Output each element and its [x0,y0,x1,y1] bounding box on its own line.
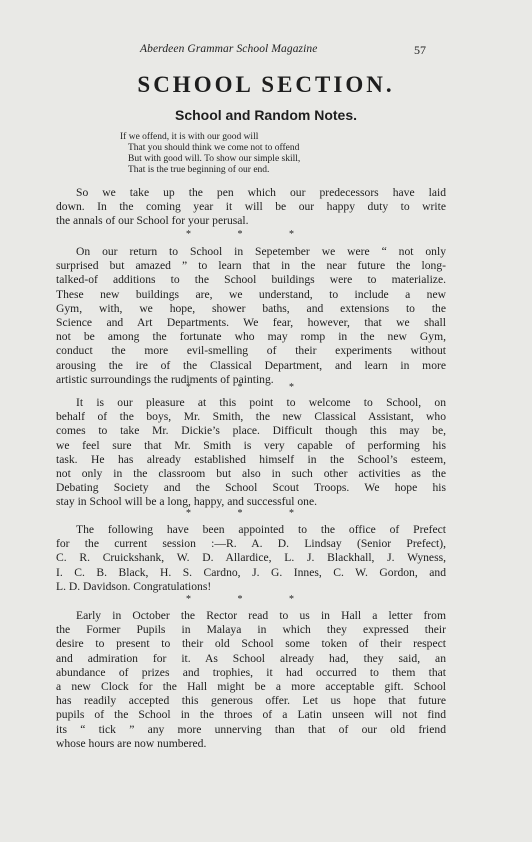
epigraph-line: That is the true beginning of our end. [128,165,270,175]
page-number: 57 [414,43,426,57]
paragraph-clock-gift [56,609,446,751]
text-line: a new Clock for the Hall might be a more acceptable gift. School [56,680,446,694]
text-line: abundance of prizes and trophies, it had occurred to them that [56,665,446,679]
text-line: comes to take Mr. Dickie’s place. Difficult though this may be, [56,424,446,438]
text-line: task. He has already established himself in the School’s esteem, [56,452,446,466]
text-line: we feel sure that Mr. Smith is very capable of performing his [56,438,446,452]
epigraph-line: But with good will. To show our simple skill, [128,154,301,164]
text-line: the annals of our School for your perusal. [56,214,249,228]
text-line: its “ tick ” any more unnerving than that of our old friend [56,722,446,736]
text-line: desire to present to their old School some token of their respect [56,637,446,651]
text-line: The following have been appointed to the office of Prefect [76,523,446,536]
section-separator: * * * [186,594,316,605]
text-line: surprised but amazed ” to learn that in the near future the long- [56,259,446,273]
running-title: Aberdeen Grammar School Magazine [140,43,318,55]
text-line: down. In the coming year it will be our happy duty to write [56,200,446,214]
text-line: behalf of the boys, Mr. Smith, the new Classical Assistant, who [56,410,446,424]
paragraph-intro [56,186,446,229]
text-line: These new buildings are, we understand, to include a new [56,287,446,301]
text-line: So we take up the pen which our predecessors have laid [76,186,446,199]
paragraph-new-master [56,396,446,510]
paragraph-prefects [56,523,446,594]
epigraph [120,132,300,176]
section-title: SCHOOL SECTION. [137,72,395,97]
text-line: for the current session :—R. A. D. Lindsay (Senior Prefect), [56,537,446,551]
text-line: the Former Pupils in Malaya in which they expressed their [56,623,446,637]
text-line: has readily accepted this generous offer. Let us hope that future [56,694,446,708]
text-line: Science and Art Departments. We fear, however, that we shall [56,316,446,330]
text-line: stay in School will be a long, happy, and successful one. [56,495,318,509]
text-line: On our return to School in Sepetember we were “ not only [76,245,446,258]
text-line: L. D. Davidson. Congratulations! [56,579,212,593]
section-separator: * * * [186,229,316,240]
epigraph-line: That you should think we come not to offend [128,143,300,153]
text-line: conduct the more evil-smelling of their experiments without [56,344,446,358]
text-line: Early in October the Rector read to us in Hall a letter from [76,609,446,622]
paragraph-new-buildings [56,245,446,387]
text-line: artistic surroundings the rudiments of painting. [56,372,274,386]
running-head [0,43,532,59]
section-separator: * * * [186,508,316,519]
text-line: Gym, with, we hope, shower baths, and extensions to the [56,301,446,315]
text-line: and admiration for it. As School already had, they said, an [56,651,446,665]
text-line: I. C. B. Black, H. S. Cardno, J. G. Innes, C. W. Gordon, and [56,565,446,579]
text-line: pupils of the School in the throes of a Latin unseen will not find [56,708,446,722]
subsection-title: School and Random Notes. [174,107,357,123]
epigraph-line: If we offend, it is with our good will [120,132,259,142]
text-line: not be among the fortunate who may romp in the new Gym, [56,330,446,344]
text-line: It is our pleasure at this point to welcome to School, on [76,396,446,409]
text-line: not only in the classroom but also in such other activities as the [56,467,446,481]
text-line: whose hours are now numbered. [56,736,207,750]
text-line: Debating Society and the School Scout Troops. We hope his [56,481,446,495]
text-line: C. R. Cruickshank, W. D. Allardice, L. J. Blackhall, J. Wyness, [56,551,446,565]
text-line: talked-of additions to the School buildings were to materialize. [56,273,446,287]
section-separator: * * * [186,382,316,393]
text-line: arousing the ire of the Classical Department, and learn in more [56,358,446,372]
